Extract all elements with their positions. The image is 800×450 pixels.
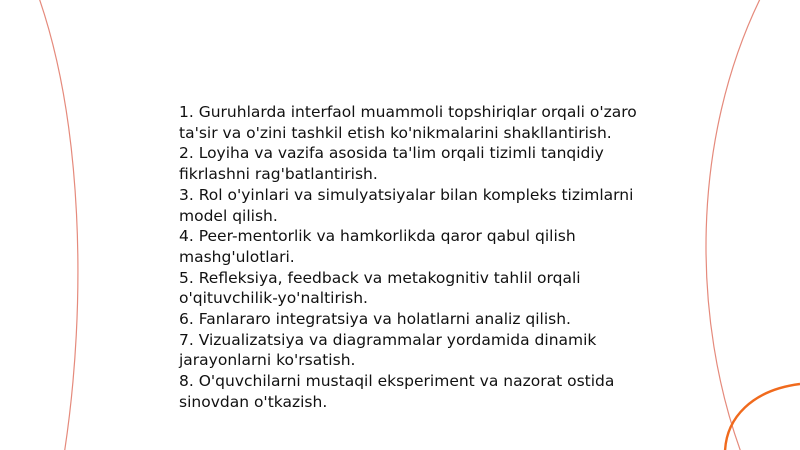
list-item-7: 7. Vizualizatsiya va diagrammalar yordamida dinamik jarayonlarni ko'rsatish. — [179, 330, 597, 370]
list-item-3: 3. Rol o'yinlari va simulyatsiyalar bilan kompleks tizimlarni model qilish. — [179, 185, 634, 225]
list-item-5: 5. Refleksiya, feedback va metakognitiv tahlil orqali o'qituvchilik-yo'naltirish. — [179, 268, 581, 308]
left-arc — [38, 0, 78, 450]
list-item-1: 1. Guruhlarda interfaol muammoli topshiriqlar orqali o'zaro ta'sir va o'zini tashkil etish ko'nikmalarini shakllantirish. — [179, 103, 637, 142]
list-item-4: 4. Peer-mentorlik va hamkorlikda qaror qabul qilish mashg'ulotlari. — [179, 227, 576, 266]
numbered-list — [179, 102, 639, 413]
list-item-2: 2. Loyiha va vazifa asosida ta'lim orqali tizimli tanqidiy fikrlashni rag'batlantirish. — [179, 144, 604, 184]
right-arc — [706, 0, 762, 450]
list-item-6: 6. Fanlararo integratsiya va holatlarni analiz qilish. — [179, 310, 571, 329]
list-item-8: 8. O'quvchilarni mustaqil eksperiment va nazorat ostida sinovdan o'tkazish. — [179, 372, 615, 411]
